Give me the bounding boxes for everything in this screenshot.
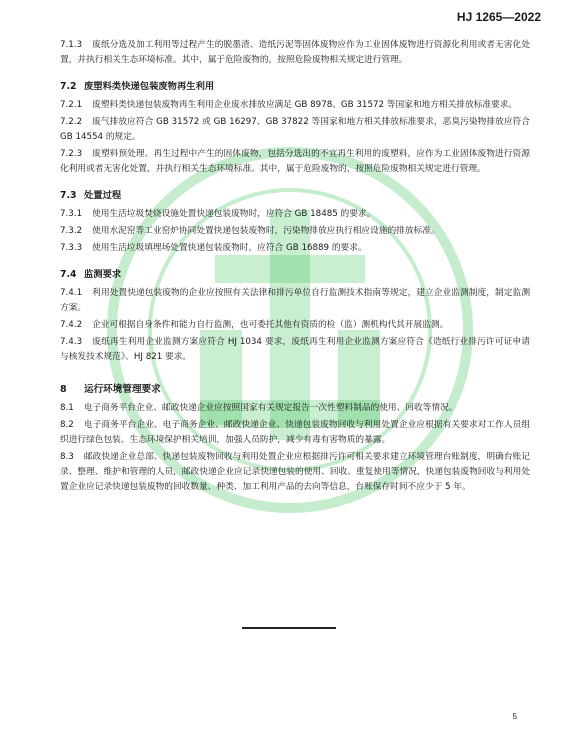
clause-paragraph — [60, 335, 530, 365]
clause-number: 7.3.3 — [60, 243, 83, 253]
spacer — [60, 70, 530, 78]
spacer — [60, 367, 530, 381]
clause-text: 废塑料预处理、再生过程中产生的固体废物，包括分选出的不宜再生利用的废塑料，应作为工业固体废物进行资源化利用或者无害化处置，并执行相关生态环境标准。其中，属于危险废物的，按照危险废物相关规定进行管理。 — [60, 149, 530, 174]
clause-text: 废纸分选及加工利用等过程产生的脱墨渣、造纸污泥等固体废物应作为工业固体废物进行资源化利用或者无害化处置，并执行相关生态环境标准。其中，属于危险废物的，按照危险废物相关规定进行管理。 — [60, 40, 530, 65]
clause-text: 废塑料类快递包装废物再生利用企业废水排放应满足 GB 8978、GB 31572 等国家和地方相关排放标准要求。 — [92, 100, 518, 110]
document-body — [60, 38, 530, 497]
clause-text: 使用生活垃圾填埋场处置快递包装废物时，应符合 GB 16889 的要求。 — [92, 243, 367, 253]
clause-number: 7.2.2 — [60, 117, 83, 127]
subsection-heading — [60, 187, 530, 201]
clause-text: 使用水泥窑等工业窑炉协同处置快递包装废物时，污染物排放应执行相应设施的排放标准。 — [92, 226, 440, 236]
clause-paragraph — [60, 115, 530, 145]
clause-number: 8 — [60, 384, 67, 395]
clause-paragraph — [60, 418, 530, 448]
clause-number: 7.1.3 — [60, 40, 83, 50]
clause-paragraph — [60, 224, 530, 239]
clause-paragraph — [60, 286, 530, 316]
clause-number: 7.4.2 — [60, 320, 83, 330]
clause-number: 7.3 — [60, 190, 77, 201]
clause-paragraph — [60, 450, 530, 495]
section-heading — [60, 381, 530, 395]
clause-number: 7.3.1 — [60, 209, 83, 219]
clause-number: 7.2.3 — [60, 149, 83, 159]
clause-text: 电子商务平台企业、电子商务企业、邮政快递企业、快递包装废物回收与利用处置企业应根据有关要求对工作人员组织进行绿色包装、生态环境保护相关培训，加强人员防护，减少有毒有害物质的暴露。 — [60, 420, 530, 445]
subsection-heading — [60, 266, 530, 280]
clause-text: 处置过程 — [84, 190, 122, 201]
clause-text: 废气排放应符合 GB 31572 或 GB 16297、GB 37822 等国家和地方相关排放标准要求，恶臭污染物排放应符合 GB 14554 的规定。 — [60, 117, 530, 142]
clause-number: 7.2 — [60, 81, 77, 92]
clause-paragraph — [60, 207, 530, 222]
clause-number: 7.4 — [60, 269, 77, 280]
spacer — [60, 258, 530, 266]
clause-number: 7.4.1 — [60, 288, 83, 298]
clause-text: 利用处置快递包装废物的企业应按照有关法律和排污单位自行监测技术指南等规定，建立企业监测制度，制定监测方案。 — [60, 288, 530, 313]
clause-text: 企业可根据自身条件和能力自行监测，也可委托其他有资质的检（监）测机构代其开展监测。 — [92, 320, 449, 330]
clause-paragraph — [60, 98, 530, 113]
clause-text: 使用生活垃圾焚烧设施处置快递包装废物时，应符合 GB 18485 的要求。 — [92, 209, 376, 219]
clause-paragraph — [60, 401, 530, 416]
clause-paragraph — [60, 318, 530, 333]
clause-paragraph — [60, 241, 530, 256]
standard-code: HJ 1265—2022 — [456, 10, 541, 24]
page-number: 5 — [512, 712, 517, 721]
end-rule — [242, 627, 336, 629]
clause-text: 废塑料类快递包装废物再生利用 — [84, 81, 215, 92]
clause-text: 监测要求 — [84, 269, 122, 280]
clause-paragraph — [60, 38, 530, 68]
clause-text: 运行环境管理要求 — [84, 384, 161, 395]
clause-text: 电子商务平台企业、邮政快递企业应按照国家有关规定报告一次性塑料制品的使用、回收等情况。 — [83, 403, 458, 413]
clause-text: 废纸再生利用企业监测方案应符合 HJ 1034 要求，废纸再生利用企业监测方案应符合《造纸行业排污许可证申请与核发技术规范》、HJ 821 要求。 — [60, 337, 530, 362]
spacer — [60, 179, 530, 187]
clause-text: 邮政快递企业总部、快递包装废物回收与利用处置企业应根据排污许可相关要求建立环境管理台账制度，明确台账记录、整理、维护和管理的人员，邮政快递企业应记录快递包装的使用、回收、重复使用等情况，快递包装废物回收与利用处置企业应记录快递包装废物的回收数量、种类、加工利用产品的去向等信息，台账保存时间不应少于 5 年。 — [60, 452, 530, 492]
subsection-heading — [60, 78, 530, 92]
clause-number: 7.2.1 — [60, 100, 83, 110]
clause-number: 7.4.3 — [60, 337, 83, 347]
clause-number: 8.1 — [60, 403, 74, 413]
clause-number: 8.2 — [60, 420, 74, 430]
clause-number: 8.3 — [60, 452, 74, 462]
clause-paragraph — [60, 147, 530, 177]
clause-number: 7.3.2 — [60, 226, 83, 236]
